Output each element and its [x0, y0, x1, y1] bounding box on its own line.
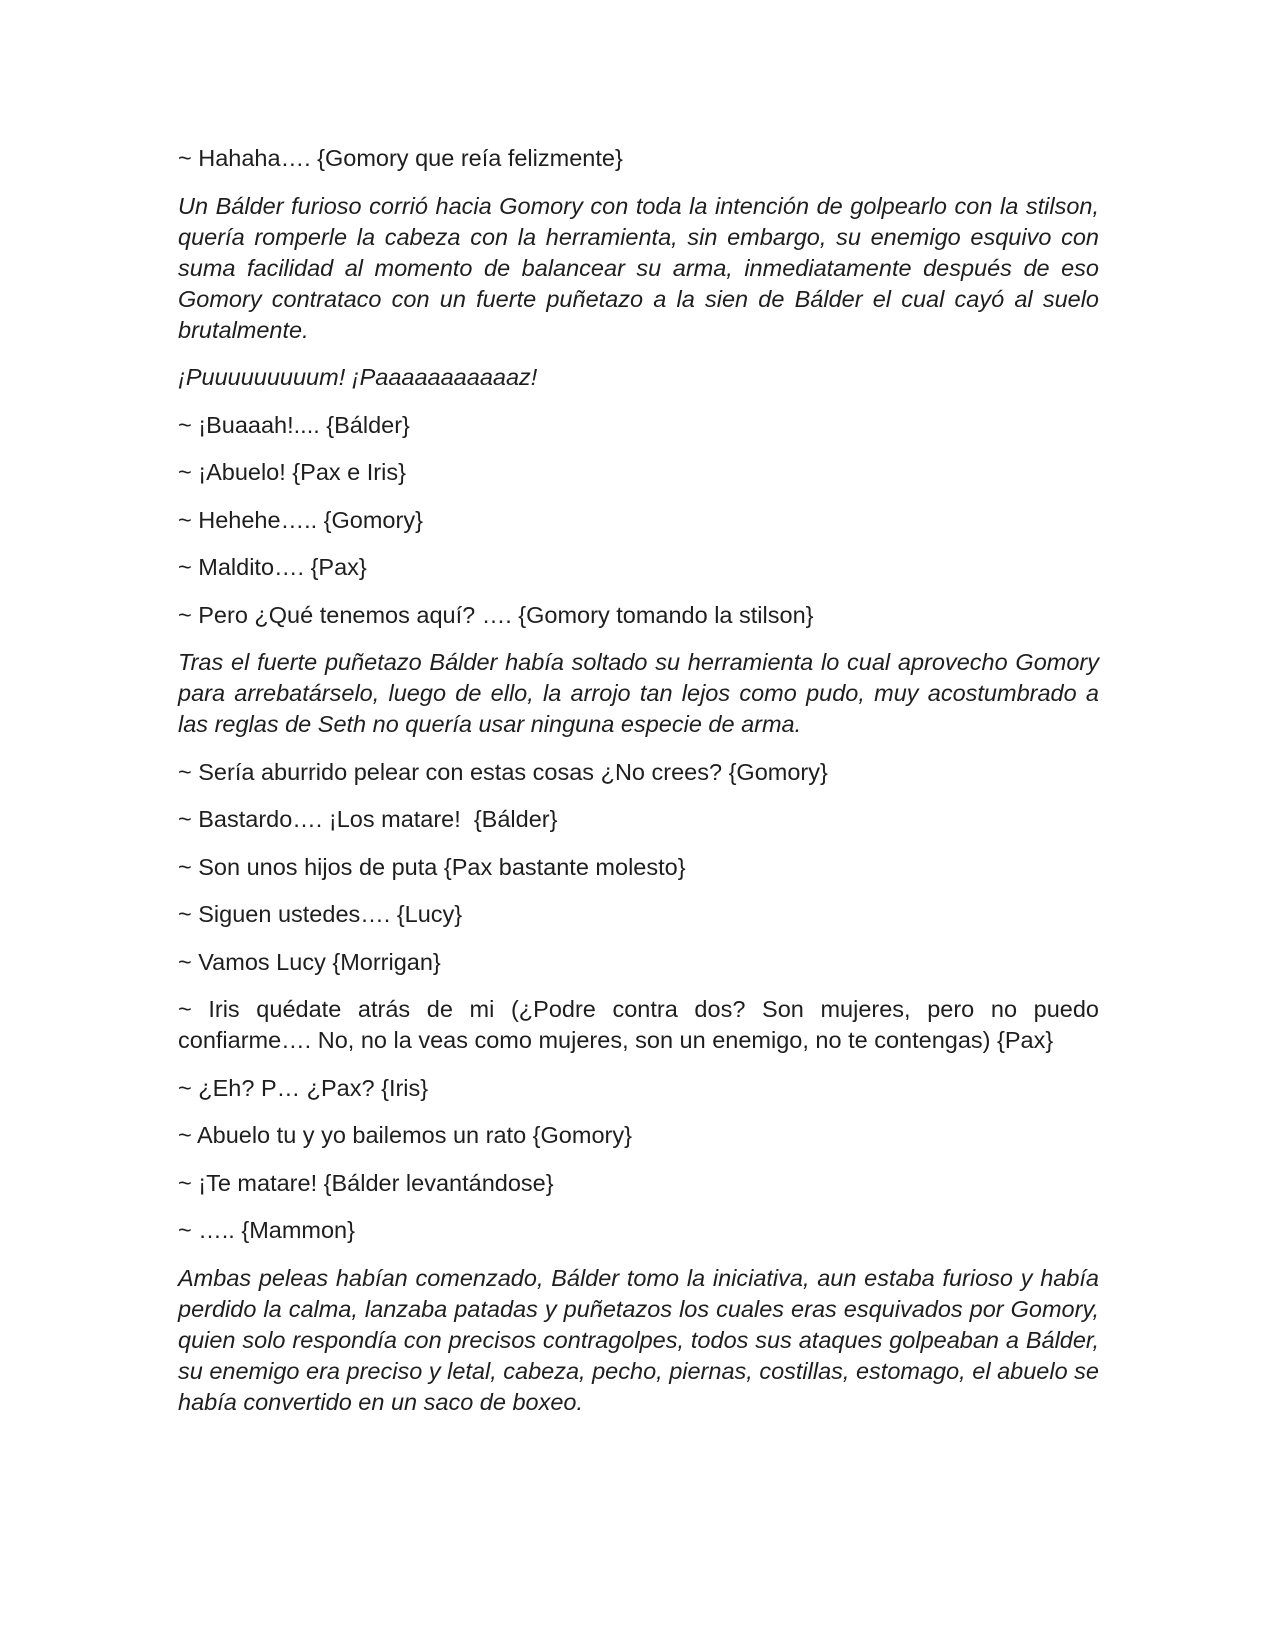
- dialogue-line: ~ Bastardo…. ¡Los matare! {Bálder}: [178, 806, 558, 832]
- dialogue-line: ~ ¿Eh? P… ¿Pax? {Iris}: [178, 1074, 429, 1101]
- dialogue-line: ~ Son unos hijos de puta {Pax bastante molesto}: [178, 853, 686, 880]
- dialogue-line: ~ ¡Te matare! {Bálder levantándose}: [178, 1169, 554, 1196]
- dialogue-line: ~ Hehehe….. {Gomory}: [178, 506, 423, 533]
- dialogue-line: ~ ¡Abuelo! {Pax e Iris}: [178, 459, 406, 485]
- document-body: [178, 143, 1099, 1434]
- dialogue-line: ~ Iris quédate atrás de mi (¿Podre contra dos? Son mujeres, pero no puedo confiarme…. No, no la veas como mujeres, son un enemigo, no te contengas) {Pax}: [178, 996, 1099, 1053]
- dialogue-line: ~ Sería aburrido pelear con estas cosas ¿No crees? {Gomory}: [178, 758, 828, 785]
- dialogue-line: ~ Vamos Lucy {Morrigan}: [178, 948, 441, 975]
- dialogue-line: ~ Hahaha…. {Gomory que reía felizmente}: [178, 145, 623, 171]
- dialogue-line: ~ Pero ¿Qué tenemos aquí? …. {Gomory tomando la stilson}: [178, 601, 814, 628]
- dialogue-line: ~ Siguen ustedes…. {Lucy}: [178, 901, 463, 927]
- dialogue-line: ~ ¡Buaaah!.... {Bálder}: [178, 411, 410, 438]
- narration-paragraph: Un Bálder furioso corrió hacia Gomory con toda la intención de golpearlo con la stilson, quería romperle la cabeza con la herramienta, sin embargo, su enemigo esquivo con suma facilidad al momento de balancear su arma, inmediatamente después de eso Gomory contrataco con un fuerte puñetazo a la sien de Bálder el cual cayó al suelo brutalmente.: [178, 192, 1099, 343]
- narration-paragraph: Tras el fuerte puñetazo Bálder había soltado su herramienta lo cual aprovecho Gomory para arrebatárselo, luego de ello, la arrojo tan lejos como pudo, muy acostumbrado a las reglas de Seth no quería usar ninguna especie de arma.: [178, 649, 1099, 737]
- narration-paragraph: Ambas peleas habían comenzado, Bálder tomo la iniciativa, aun estaba furioso y había perdido la calma, lanzaba patadas y puñetazos los cuales eras esquivados por Gomory, quien solo respondía con precisos contragolpes, todos sus ataques golpeaban a Bálder, su enemigo era preciso y letal, cabeza, pecho, piernas, costillas, estomago, el abuelo se había convertido en un saco de boxeo.: [178, 1264, 1099, 1415]
- dialogue-line: ~ Abuelo tu y yo bailemos un rato {Gomory}: [178, 1122, 632, 1148]
- sound-effect-line: ¡Puuuuuuuuum! ¡Paaaaaaaaaaaz!: [178, 364, 538, 390]
- dialogue-line: ~ Maldito…. {Pax}: [178, 554, 367, 580]
- dialogue-line: ~ ….. {Mammon}: [178, 1217, 355, 1243]
